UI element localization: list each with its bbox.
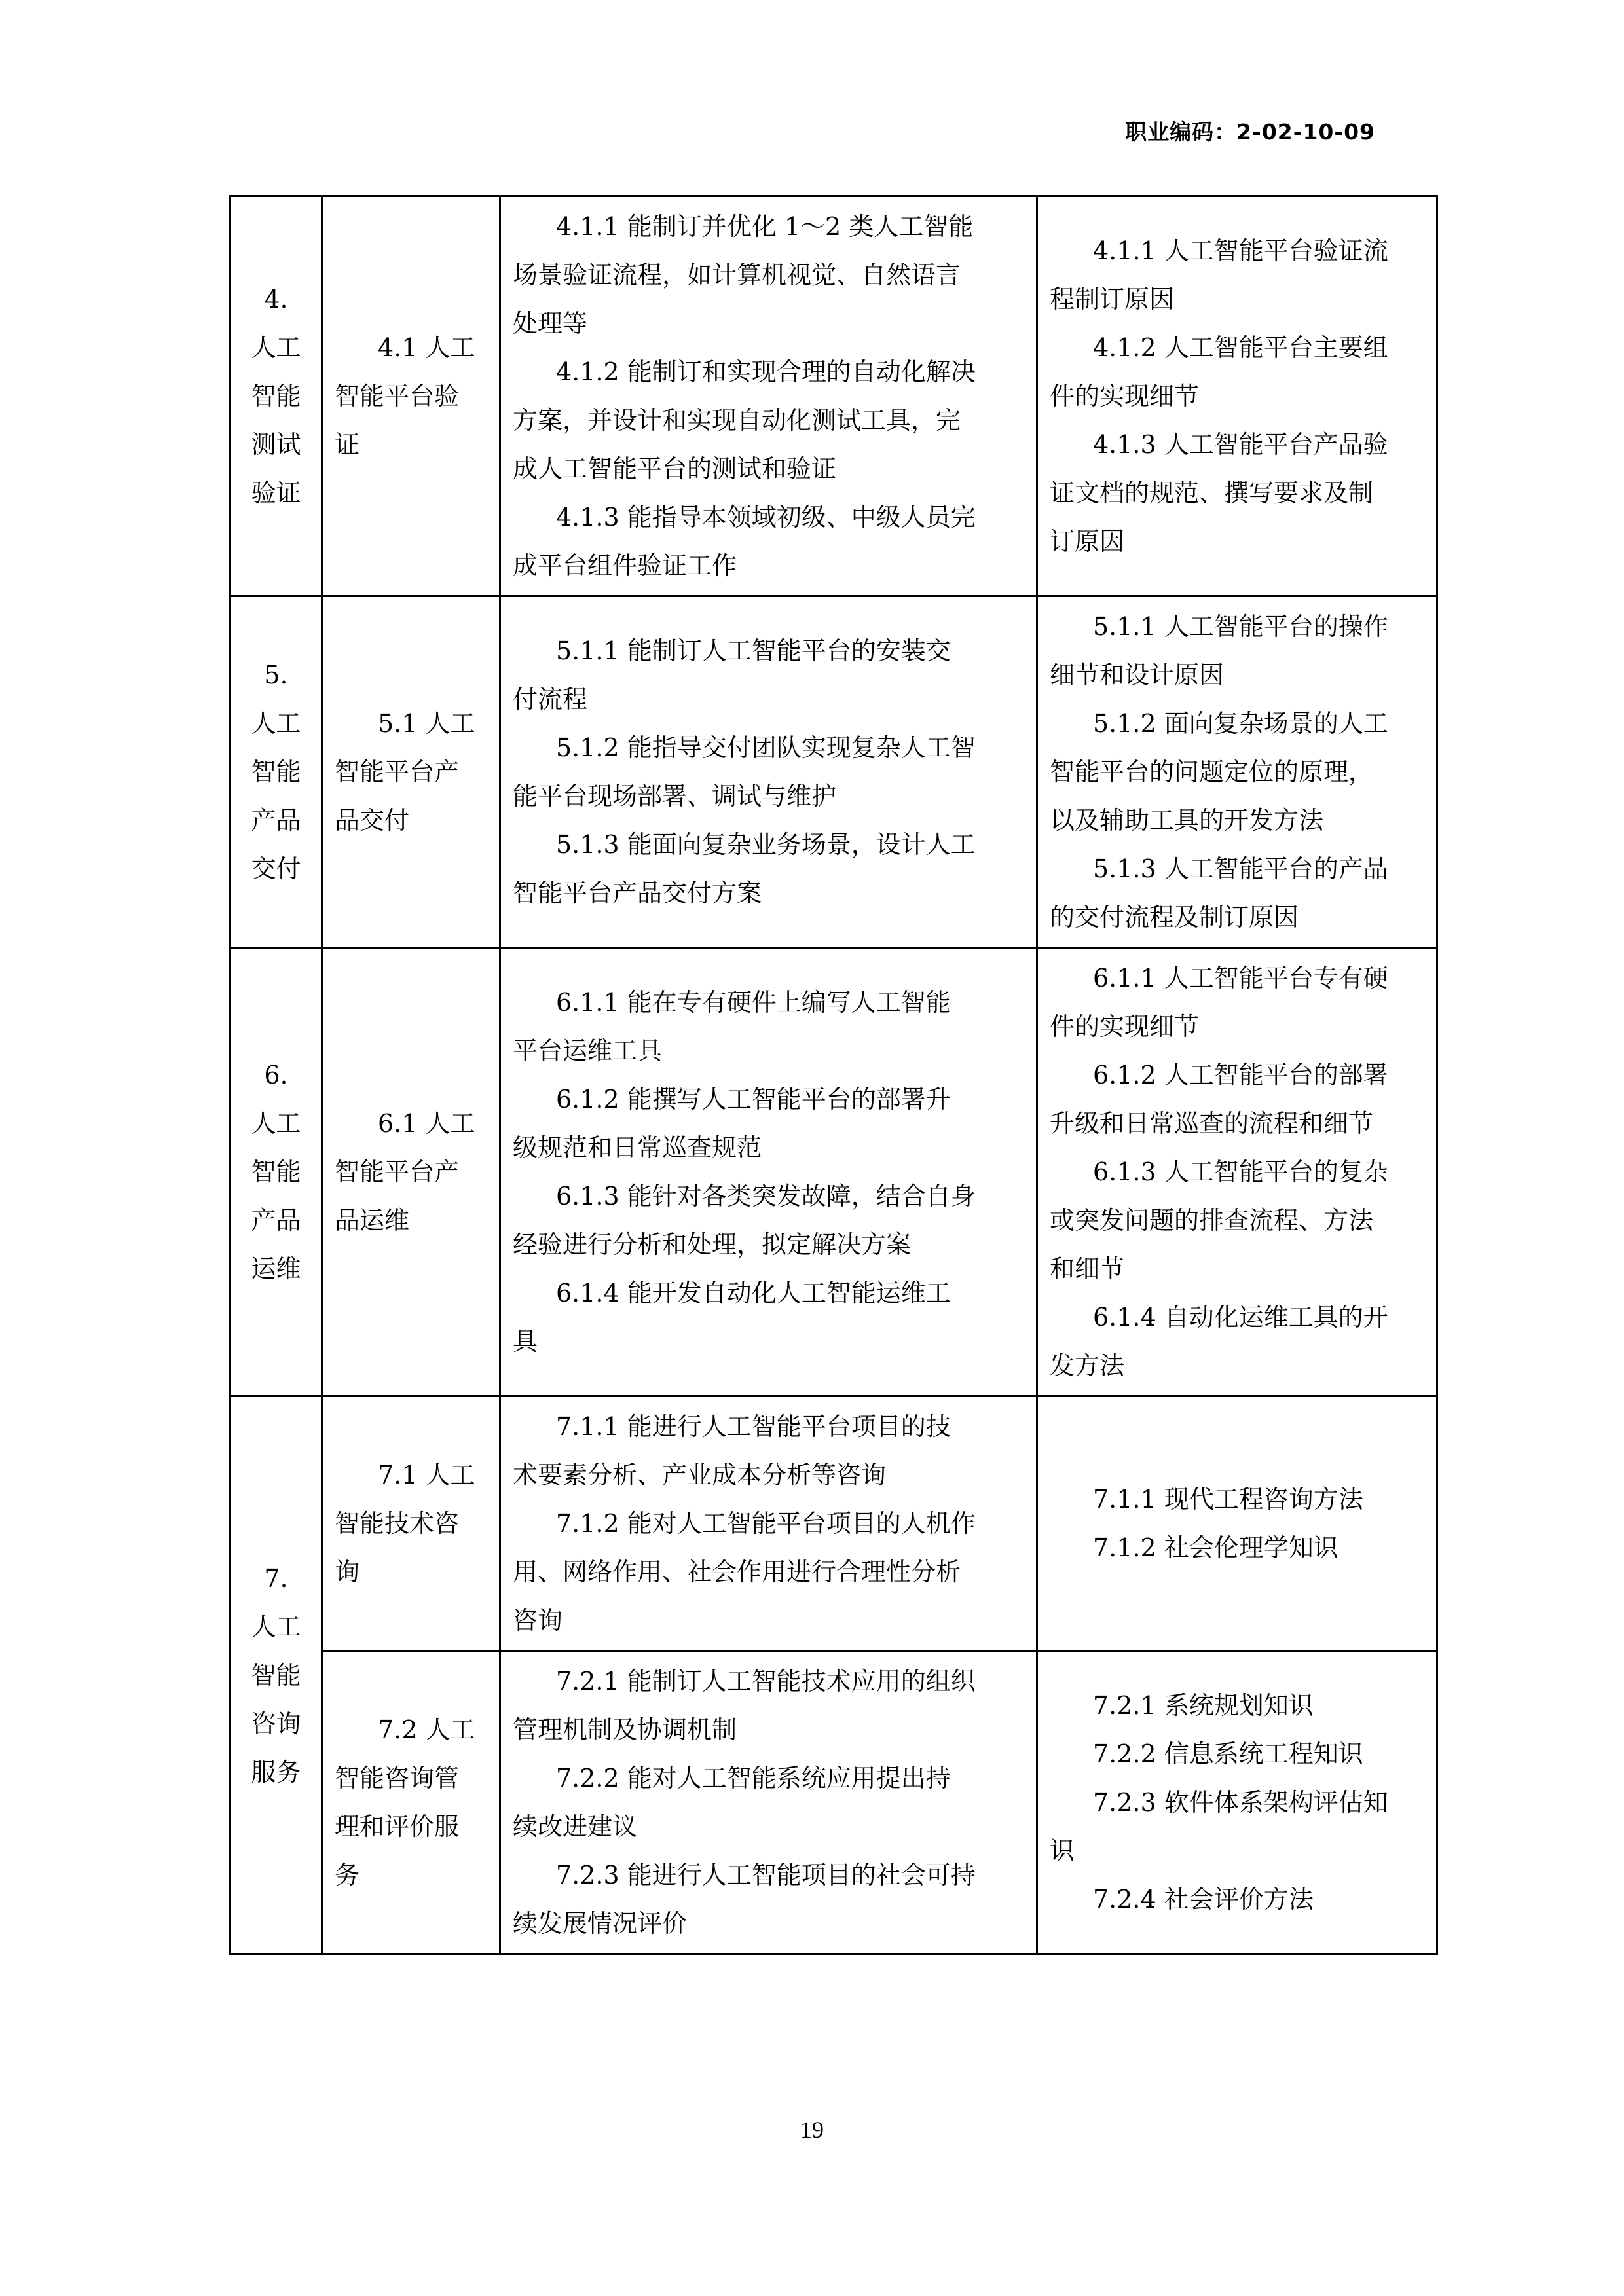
related-knowledge-cell: 4.1.1 人工智能平台验证流 程制订原因 4.1.2 人工智能平台主要组 件的实现细节 4.1.3 人工智能平台产品验 证文档的规范、撰写要求及制 订原因	[1037, 196, 1437, 596]
related-knowledge-cell: 7.2.1 系统规划知识 7.2.2 信息系统工程知识 7.2.3 软件体系架构评估知 识 7.2.4 社会评价方法	[1037, 1651, 1437, 1954]
page-number: 19	[800, 2117, 824, 2143]
table-row	[231, 596, 1437, 948]
work-content-cell: 5.1 人工 智能平台产 品交付	[322, 596, 500, 948]
skill-requirement-cell: 7.1.1 能进行人工智能平台项目的技 术要素分析、产业成本分析等咨询 7.1.2 能对人工智能平台项目的人机作 用、网络作用、社会作用进行合理性分析 咨询	[500, 1396, 1037, 1651]
table-row	[231, 196, 1437, 596]
table-row	[231, 1396, 1437, 1651]
work-content-cell: 4.1 人工 智能平台验 证	[322, 196, 500, 596]
occupation-code: 职业编码：2-02-10-09	[1125, 119, 1375, 145]
related-knowledge-cell: 6.1.1 人工智能平台专有硬 件的实现细节 6.1.2 人工智能平台的部署 升级和日常巡查的流程和细节 6.1.3 人工智能平台的复杂 或突发问题的排查流程、方法 和细节 6.1.4 自动化运维工具的开 发方法	[1037, 948, 1437, 1396]
table-row	[231, 1651, 1437, 1954]
skill-requirement-cell: 6.1.1 能在专有硬件上编写人工智能 平台运维工具 6.1.2 能撰写人工智能平台的部署升 级规范和日常巡查规范 6.1.3 能针对各类突发故障，结合自身 经验进行分析和处理，拟定解决方案 6.1.4 能开发自动化人工智能运维工 具	[500, 948, 1037, 1396]
work-content-cell: 7.1 人工 智能技术咨 询	[322, 1396, 500, 1651]
function-cell: 5. 人工 智能 产品 交付	[231, 596, 322, 948]
function-cell: 4. 人工 智能 测试 验证	[231, 196, 322, 596]
work-content-cell: 7.2 人工 智能咨询管 理和评价服 务	[322, 1651, 500, 1954]
function-cell: 6. 人工 智能 产品 运维	[231, 948, 322, 1396]
skill-requirement-cell: 5.1.1 能制订人工智能平台的安装交 付流程 5.1.2 能指导交付团队实现复杂人工智 能平台现场部署、调试与维护 5.1.3 能面向复杂业务场景，设计人工 智能平台产品交付方案	[500, 596, 1037, 948]
related-knowledge-cell: 5.1.1 人工智能平台的操作 细节和设计原因 5.1.2 面向复杂场景的人工 智能平台的问题定位的原理， 以及辅助工具的开发方法 5.1.3 人工智能平台的产品 的交付流程及制订原因	[1037, 596, 1437, 948]
table-row	[231, 948, 1437, 1396]
related-knowledge-cell: 7.1.1 现代工程咨询方法 7.1.2 社会伦理学知识	[1037, 1396, 1437, 1651]
skill-requirement-cell: 4.1.1 能制订并优化 1～2 类人工智能 场景验证流程，如计算机视觉、自然语言 处理等 4.1.2 能制订和实现合理的自动化解决 方案，并设计和实现自动化测试工具，完 成人工智能平台的测试和验证 4.1.3 能指导本领域初级、中级人员完 成平台组件验证工作	[500, 196, 1037, 596]
work-content-cell: 6.1 人工 智能平台产 品运维	[322, 948, 500, 1396]
function-cell: 7. 人工 智能 咨询 服务	[231, 1396, 322, 1954]
skill-requirement-cell: 7.2.1 能制订人工智能技术应用的组织 管理机制及协调机制 7.2.2 能对人工智能系统应用提出持 续改进建议 7.2.3 能进行人工智能项目的社会可持 续发展情况评价	[500, 1651, 1037, 1954]
skill-requirements-table	[229, 195, 1438, 1955]
